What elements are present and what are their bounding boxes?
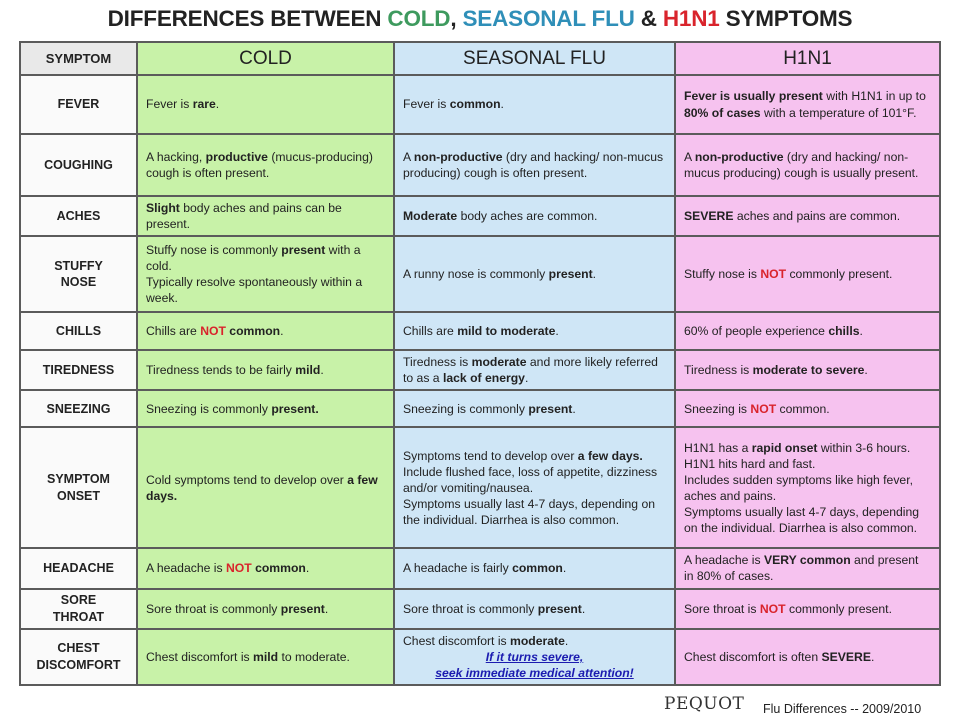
cell-flu: Tiredness is moderate and more likely referred to as a lack of energy. [394, 350, 675, 390]
cell-h1n1: Tiredness is moderate to severe. [675, 350, 940, 390]
cell-cold: Sore throat is commonly present. [137, 589, 394, 629]
table-header-row [20, 42, 940, 75]
cell-flu: Fever is common. [394, 75, 675, 134]
page-title: DIFFERENCES BETWEEN COLD, SEASONAL FLU & H1N1 SYMPTOMS [107, 6, 853, 31]
cell-h1n1: H1N1 has a rapid onset within 3-6 hours. H1N1 hits hard and fast. Includes sudden symptoms like high fever, aches and pains. Symptoms usually last 4-7 days, depending on the individual. Diarrhea is also common. [675, 427, 940, 548]
cell-h1n1: Stuffy nose is NOT commonly present. [675, 236, 940, 312]
row-sore-throat [20, 589, 940, 629]
header-seasonal-flu: SEASONAL FLU [394, 42, 675, 75]
row-tiredness [20, 350, 940, 390]
header-symptom: SYMPTOM [20, 42, 137, 75]
symptom-comparison-table [19, 41, 941, 686]
row-label: STUFFY NOSE [20, 236, 137, 312]
cell-cold: Sneezing is commonly present. [137, 390, 394, 427]
cell-cold: A headache is NOT common. [137, 548, 394, 588]
row-coughing [20, 134, 940, 196]
row-label: CHEST DISCOMFORT [20, 629, 137, 685]
cell-h1n1: Fever is usually present with H1N1 in up to 80% of cases with a temperature of 101°F. [675, 75, 940, 134]
row-label: COUGHING [20, 134, 137, 196]
row-label: HEADACHE [20, 548, 137, 588]
cell-cold: Chest discomfort is mild to moderate. [137, 629, 394, 685]
row-stuffy-nose [20, 236, 940, 312]
cell-flu: A headache is fairly common. [394, 548, 675, 588]
cell-cold: Stuffy nose is commonly present with a cold. Typically resolve spontaneously within a week. [137, 236, 394, 312]
row-label: FEVER [20, 75, 137, 134]
row-sneezing [20, 390, 940, 427]
row-fever [20, 75, 940, 134]
cell-h1n1: Sore throat is NOT commonly present. [675, 589, 940, 629]
cell-cold: Chills are NOT common. [137, 312, 394, 350]
row-chills [20, 312, 940, 350]
cell-h1n1: A non-productive (dry and hacking/ non-mucus producing) cough is usually present. [675, 134, 940, 196]
row-label: TIREDNESS [20, 350, 137, 390]
cell-cold: Slight body aches and pains can be present. [137, 196, 394, 236]
medical-attention-note: If it turns severe, seek immediate medical attention! [435, 649, 634, 680]
cell-flu: A non-productive (dry and hacking/ non-mucus producing) cough is often present. [394, 134, 675, 196]
row-label: SORE THROAT [20, 589, 137, 629]
row-label: SYMPTOM ONSET [20, 427, 137, 548]
row-symptom-onset [20, 427, 940, 548]
header-h1n1: H1N1 [675, 42, 940, 75]
row-label: ACHES [20, 196, 137, 236]
cell-h1n1: Sneezing is NOT common. [675, 390, 940, 427]
row-headache [20, 548, 940, 588]
cell-h1n1: A headache is VERY common and present in 80% of cases. [675, 548, 940, 588]
cell-h1n1: Chest discomfort is often SEVERE. [675, 629, 940, 685]
footer-caption: Flu Differences -- 2009/2010 [763, 702, 922, 716]
cell-flu: Sneezing is commonly present. [394, 390, 675, 427]
cell-flu: Chest discomfort is moderate. If it turns severe, seek immediate medical attention! [394, 629, 675, 685]
cell-flu: Sore throat is commonly present. [394, 589, 675, 629]
row-label: CHILLS [20, 312, 137, 350]
cell-h1n1: SEVERE aches and pains are common. [675, 196, 940, 236]
cell-flu: Chills are mild to moderate. [394, 312, 675, 350]
row-chest-discomfort [20, 629, 940, 685]
cell-cold: Fever is rare. [137, 75, 394, 134]
cell-cold: Cold symptoms tend to develop over a few days. [137, 427, 394, 548]
cell-flu: A runny nose is commonly present. [394, 236, 675, 312]
header-cold: COLD [137, 42, 394, 75]
cell-flu: Moderate body aches are common. [394, 196, 675, 236]
pequot-logo: PEQUOT [664, 694, 745, 714]
cell-cold: Tiredness tends to be fairly mild. [137, 350, 394, 390]
cell-cold: A hacking, productive (mucus-producing) cough is often present. [137, 134, 394, 196]
row-label: SNEEZING [20, 390, 137, 427]
cell-h1n1: 60% of people experience chills. [675, 312, 940, 350]
row-aches [20, 196, 940, 236]
cell-flu: Symptoms tend to develop over a few days. Include flushed face, loss of appetite, dizziness and/or vomiting/nausea. Symptoms usually last 4-7 days, depending on the individual. Diarrhea is also common. [394, 427, 675, 548]
